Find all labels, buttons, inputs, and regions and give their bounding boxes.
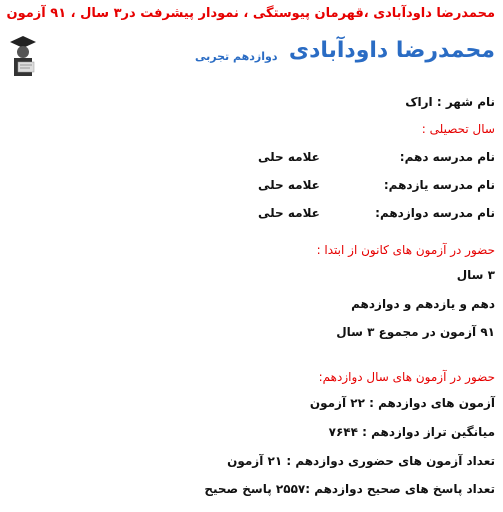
student-grade: دوازدهم تجربی bbox=[195, 50, 278, 63]
school-11-label: نام مدرسه یازدهم: bbox=[383, 178, 495, 192]
kanoon-heading: حضور در آزمون های کانون از ابتدا : bbox=[316, 243, 495, 257]
twelfth-line-average: میانگین تراز دوازدهم : ۷۶۴۴ bbox=[328, 425, 495, 439]
page-title: محمدرضا داودآبادی ،قهرمان پیوستگی ، نمودار پیشرفت در۳ سال ، ۹۱ آزمون bbox=[6, 6, 495, 21]
twelfth-heading: حضور در آزمون های سال دوازدهم: bbox=[318, 370, 495, 384]
city-line: نام شهر : اراک bbox=[405, 95, 495, 109]
school-12-label: نام مدرسه دوازدهم: bbox=[375, 206, 495, 220]
school-10-label: نام مدرسه دهم: bbox=[399, 150, 495, 164]
school-12-value: علامه حلی bbox=[258, 206, 320, 220]
student-photo-icon bbox=[6, 32, 40, 80]
school-11-value: علامه حلی bbox=[258, 178, 320, 192]
student-name: محمدرضا داودآبادی bbox=[288, 38, 495, 63]
kanoon-line-grades: دهم و یازدهم و دوازدهم bbox=[351, 297, 495, 311]
twelfth-line-exams: آزمون های دوازدهم : ۲۲ آزمون bbox=[309, 396, 495, 410]
twelfth-line-attendance: تعداد آزمون های حضوری دوازدهم : ۲۱ آزمون bbox=[227, 454, 495, 468]
kanoon-line-years: ۳ سال bbox=[456, 268, 495, 282]
kanoon-line-total: ۹۱ آزمون در مجموع ۳ سال bbox=[336, 325, 495, 339]
education-heading: سال تحصیلی : bbox=[421, 122, 495, 136]
school-10-value: علامه حلی bbox=[258, 150, 320, 164]
twelfth-line-correct: تعداد پاسخ های صحیح دوازدهم :۲۵۵۷ پاسخ صحیح bbox=[204, 482, 495, 496]
